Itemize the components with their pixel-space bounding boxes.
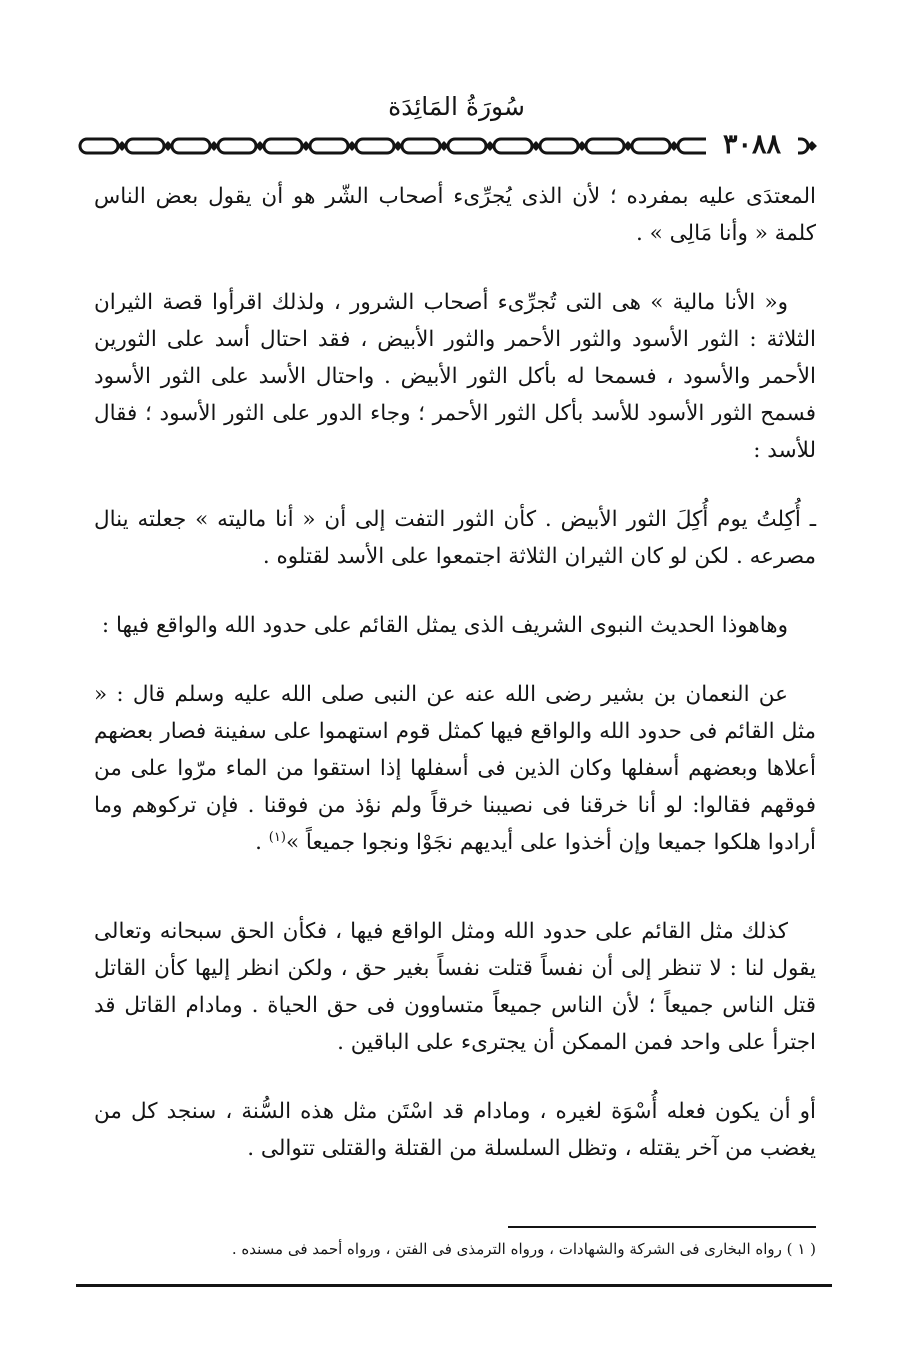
paragraph-6: كذلك مثل القائم على حدود الله ومثل الواقع فيها ، فكأن الحق سبحانه وتعالى يقول لنا : لا تنظر إلى أن نفساً قتلت نفساً بغير حق ، ولكن انظر إليها كأن القاتل قتل الناس جميعاً ؛ لأن الناس جميعاً متساوون فى حق الحياة . ومادام القاتل قد اجترأ على واحد فمن الممكن أن يجترىء على الباقين . [94, 919, 816, 1055]
page-number: ٣٠٨٨ [706, 128, 798, 162]
paragraph-hadith [94, 676, 816, 861]
paragraph-3: ـ أُكِلتُ يوم أُكِلَ الثور الأبيض . كأن الثور التفت إلى أن « أنا ماليته » جعلته ينال مصرعه . لكن لو كان الثيران الثلاثة اجتمعوا على الأسد لقتلوه . [94, 507, 816, 569]
paragraph-2: و« الأنا مالية » هى التى تُجرِّىء أصحاب الشرور ، ولذلك اقرأوا قصة الثيران الثلاثة : الثور الأسود والثور الأحمر والثور الأبيض ، فقد احتال أسد على الثورين الأحمر والأسود ، فسمحا له بأكل الثور الأبيض . واحتال الأسد على الثور الأسود فسمح الثور الأسود للأسد بأكل الثور الأحمر ؛ وجاء الدور على الثور الأسود ؛ فقال للأسد : [94, 290, 816, 463]
paragraph-4: وهاهوذا الحديث النبوى الشريف الذى يمثل القائم على حدود الله والواقع فيها : [101, 613, 788, 638]
surah-title: سُورَةُ المَائِدَة [388, 92, 525, 121]
paragraph-7: أو أن يكون فعله أُسْوَة لغيره ، ومادام قد اسْتَن مثل هذه السُّنة ، سنجد كل من يغضب من آخر يقتله ، وتظل السلسلة من القتلة والقتلى تتوالى . [94, 1099, 816, 1161]
paragraph-1: المعتدَى عليه بمفرده ؛ لأن الذى يُجرِّىء أصحاب الشّر هو أن يقول بعض الناس كلمة « وأنا مَالِى » . [94, 184, 816, 246]
page-body [94, 178, 816, 1167]
footnote-separator [508, 1226, 816, 1228]
bottom-rule [76, 1284, 832, 1287]
footnote: ( ١ ) رواه البخارى فى الشركة والشهادات ، ورواه الترمذى فى الفتن ، ورواه أحمد فى مسنده . [231, 1240, 816, 1258]
footnote-reference: (١) [268, 829, 286, 845]
hadith-end-punctuation: . [255, 830, 269, 855]
hadith-text: عن النعمان بن بشير رضى الله عنه عن النبى صلى الله عليه وسلم قال : « مثل القائم فى حدود الله والواقع فيها كمثل قوم استهموا على سفينة فصار بعضهم أعلاها وبعضهم أسفلها وكان الذين فى أسفلها إذا استقوا من الماء مرّوا على من فوقهم فقالوا: لو أنا خرقنا فى نصيبنا خرقاً ولم نؤذ من فوقنا . فإن تركوهم وما أرادوا هلكوا جميعا وإن أخذوا على أيديهم نجَوْا ونجوا جميعاً » [94, 682, 816, 855]
